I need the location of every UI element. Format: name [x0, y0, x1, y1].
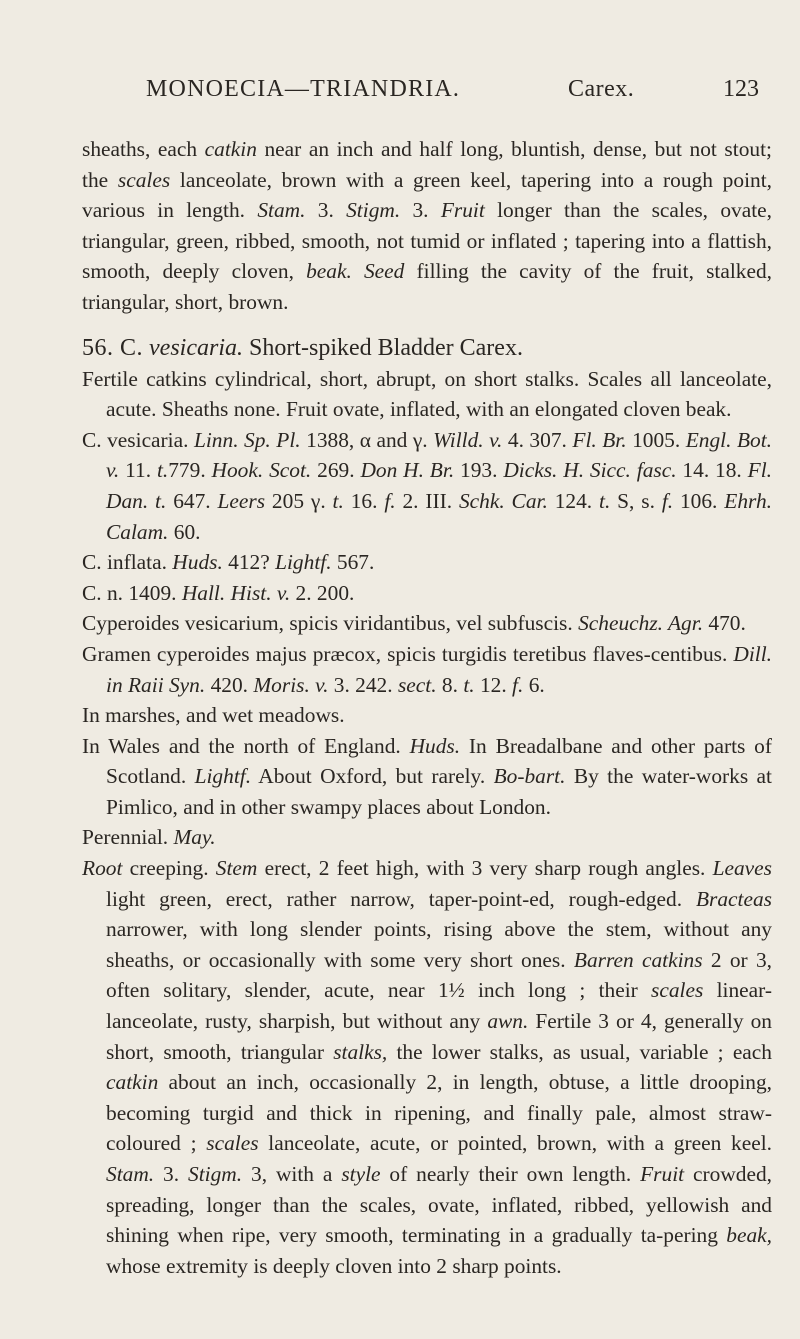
- running-title: MONOECIA—TRIANDRIA.: [146, 76, 461, 102]
- description: Root creeping. Stem erect, 2 feet high, with 3 very sharp rough angles. Leaves light green, erect, rather narrow, taper-point-ed, rough-edged. Bracteas narrower, with long slender points, rising above the stem, without any sheaths, or occasionally with some very short ones. Barren catkins 2 or 3, often solitary, slender, acute, near 1½ inch long ; their scales linear-lanceolate, rusty, sharpish, but without any awn. Fertile 3 or 4, generally on short, smooth, triangular stalks, the lower stalks, as usual, variable ; each catkin about an inch, occasionally 2, in length, obtuse, a little drooping, becoming turgid and thick in ripening, and finally pale, almost straw-coloured ; scales lanceolate, acute, or pointed, brown, with a green keel. Stam. 3. Stigm. 3, with a style of nearly their own length. Fruit crowded, spreading, longer than the scales, ovate, inflated, ribbed, yellowish and shining when ripe, very smooth, terminating in a gradually ta-pering beak, whose extremity is deeply cloven into 2 sharp points.: [82, 856, 772, 1278]
- species-latin: vesicaria.: [149, 334, 243, 361]
- diagnosis: Fertile catkins cylindrical, short, abrupt, on short stalks. Scales all lanceolate, acute. Sheaths none. Fruit ovate, inflated, with an elongated cloven beak.: [82, 366, 772, 422]
- localities: In Wales and the north of England. Huds. In Breadalbane and other parts of Scotland. Lightf. About Oxford, but rarely. Bo-bart. By the water-works at Pimlico, and in other swampy places about London.: [82, 733, 773, 819]
- continuation-paragraph: sheaths, each catkin near an inch and half long, bluntish, dense, but not stout; the scales lanceolate, brown with a green keel, tapering into a rough point, various in length. Stam. 3. Stigm. 3. Fruit longer than the scales, ovate, triangular, green, ribbed, smooth, not tumid or inflated ; tapering into a flattish, smooth, deeply cloven, beak. Seed filling the cavity of the fruit, stalked, triangular, short, brown.: [82, 137, 773, 314]
- species-common: Short-spiked Bladder Carex.: [249, 334, 523, 361]
- page-number: 123: [723, 76, 759, 102]
- habitat: In marshes, and wet meadows.: [82, 703, 345, 728]
- synonym-2: C. inflata. Huds. 412? Lightf. 567.: [82, 550, 375, 575]
- synonym-4: Cyperoides vesicarium, spicis viridantibus, vel subfuscis. Scheuchz. Agr. 470.: [82, 611, 746, 636]
- running-header: [0, 76, 800, 110]
- synonym-5: Gramen cyperoides majus præcox, spicis turgidis teretibus flaves-centibus. Dill. in Raii Syn. 420. Moris. v. 3. 242. sect. 8. t. 12. f. 6.: [82, 641, 772, 697]
- species-heading: 56. C. vesicaria. Short-spiked Bladder Carex.: [82, 334, 523, 361]
- duration: Perennial. May.: [82, 825, 216, 850]
- synonym-3: C. n. 1409. Hall. Hist. v. 2. 200.: [82, 580, 355, 605]
- page-body: [82, 134, 772, 1281]
- running-genus: Carex.: [568, 76, 635, 102]
- synonym-1: C. vesicaria. Linn. Sp. Pl. 1388, α and γ. Willd. v. 4. 307. Fl. Br. 1005. Engl. Bot. v. 11. t.779. Hook. Scot. 269. Don H. Br. 193. Dicks. H. Sicc. fasc. 14. 18. Fl. Dan. t. 647. Leers 205 γ. t. 16. f. 2. III. Schk. Car. 124. t. S, s. f. 106. Ehrh. Calam. 60.: [82, 427, 773, 544]
